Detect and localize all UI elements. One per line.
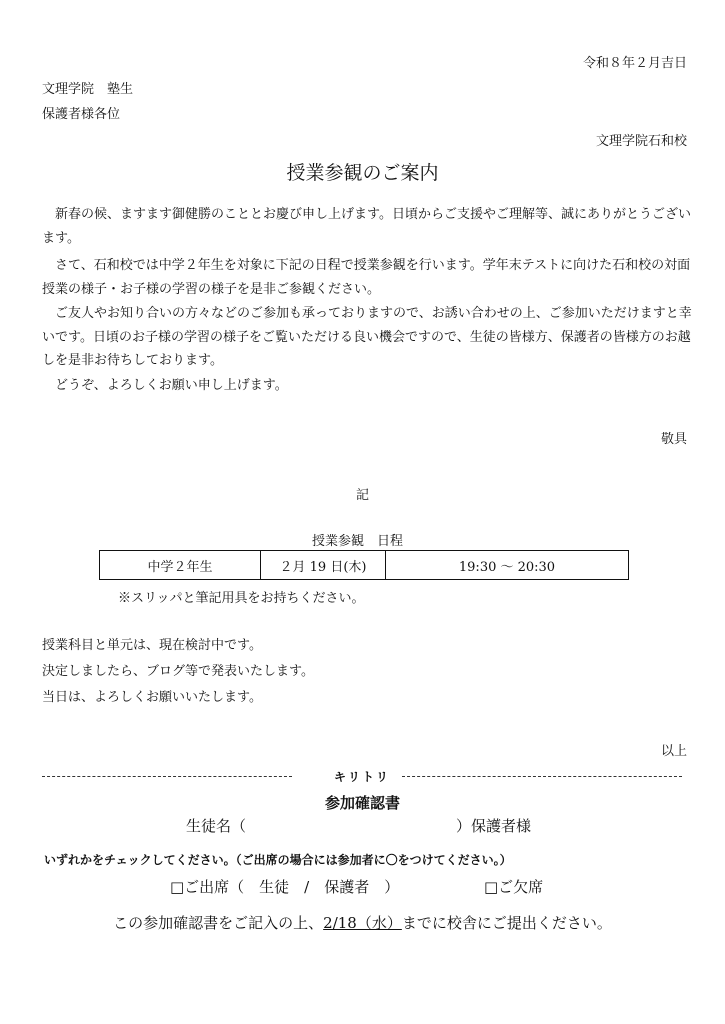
document-date: 令和８年２月吉日 <box>582 56 687 71</box>
student-name-label: 生徒名（ <box>186 817 247 835</box>
regards-paragraph: どうぞ、よろしくお願い申し上げます。 <box>55 378 288 393</box>
ki-heading: 記 <box>356 488 370 503</box>
document-title: 授業参観のご案内 <box>286 162 439 184</box>
cutoff-line <box>42 768 682 784</box>
table-row <box>100 551 629 580</box>
check-instruction: いずれかをチェックしてください。（ご出席の場合には参加者に〇をつけてください。） <box>44 853 512 867</box>
greeting-paragraph: 新春の候、ますます御健勝のこととお慶び申し上げます。日頃からご支援やご理解等、誠にありがとうございます。 <box>42 207 691 246</box>
info-line: 授業科目と単元は、現在検討中です。 <box>42 638 262 653</box>
schedule-table <box>99 550 629 580</box>
guardian-label: ）保護者様 <box>456 817 532 835</box>
schedule-date: ２月 19 日(木) <box>261 551 386 580</box>
confirmation-title: 参加確認書 <box>324 794 400 812</box>
closing-ijo: 以上 <box>660 744 687 759</box>
submit-deadline: 2/18（水） <box>323 914 402 932</box>
sender-school: 文理学院石和校 <box>595 134 687 149</box>
submit-prefix: この参加確認書をご記入の上、 <box>113 914 324 932</box>
closing-keigu: 敬具 <box>660 432 687 447</box>
student-name-row <box>186 815 532 836</box>
schedule-time: 19:30 ～ 20:30 <box>386 551 629 580</box>
schedule-grade: 中学２年生 <box>100 551 261 580</box>
attend-checkbox[interactable]: □ご出席（ 生徒 / 保護者 ） <box>170 878 400 896</box>
recipient-students: 文理学院 塾生 <box>42 82 134 97</box>
absent-checkbox[interactable]: □ご欠席 <box>484 878 544 896</box>
info-line: 決定しましたら、ブログ等で発表いたします。 <box>42 664 314 679</box>
invitation-paragraph: ご友人やお知り合いの方々などのご参加も承っておりますので、お誘い合わせの上、ご参加いただけますと幸いです。日頃のお子様の学習の様子をご覧いただける良い機会ですので、生徒の皆様方、保護者の皆様方のお越しを是非お待ちしております。 <box>42 306 692 368</box>
schedule-note: ※スリッパと筆記用具をお持ちください。 <box>118 591 365 606</box>
recipient-guardians: 保護者様各位 <box>42 107 121 122</box>
schedule-title: 授業参観 日程 <box>312 534 404 549</box>
cutoff-label: キリトリ <box>326 770 398 784</box>
submit-suffix: までに校舎にご提出ください。 <box>401 914 612 932</box>
info-line: 当日は、よろしくお願いいたします。 <box>42 690 262 705</box>
event-paragraph: さて、石和校では中学２年生を対象に下記の日程で授業参観を行います。学年末テストに向けた石和校の対面授業の様子・お子様の学習の様子を是非ご参観ください。 <box>42 258 691 297</box>
submit-instruction <box>0 912 725 933</box>
